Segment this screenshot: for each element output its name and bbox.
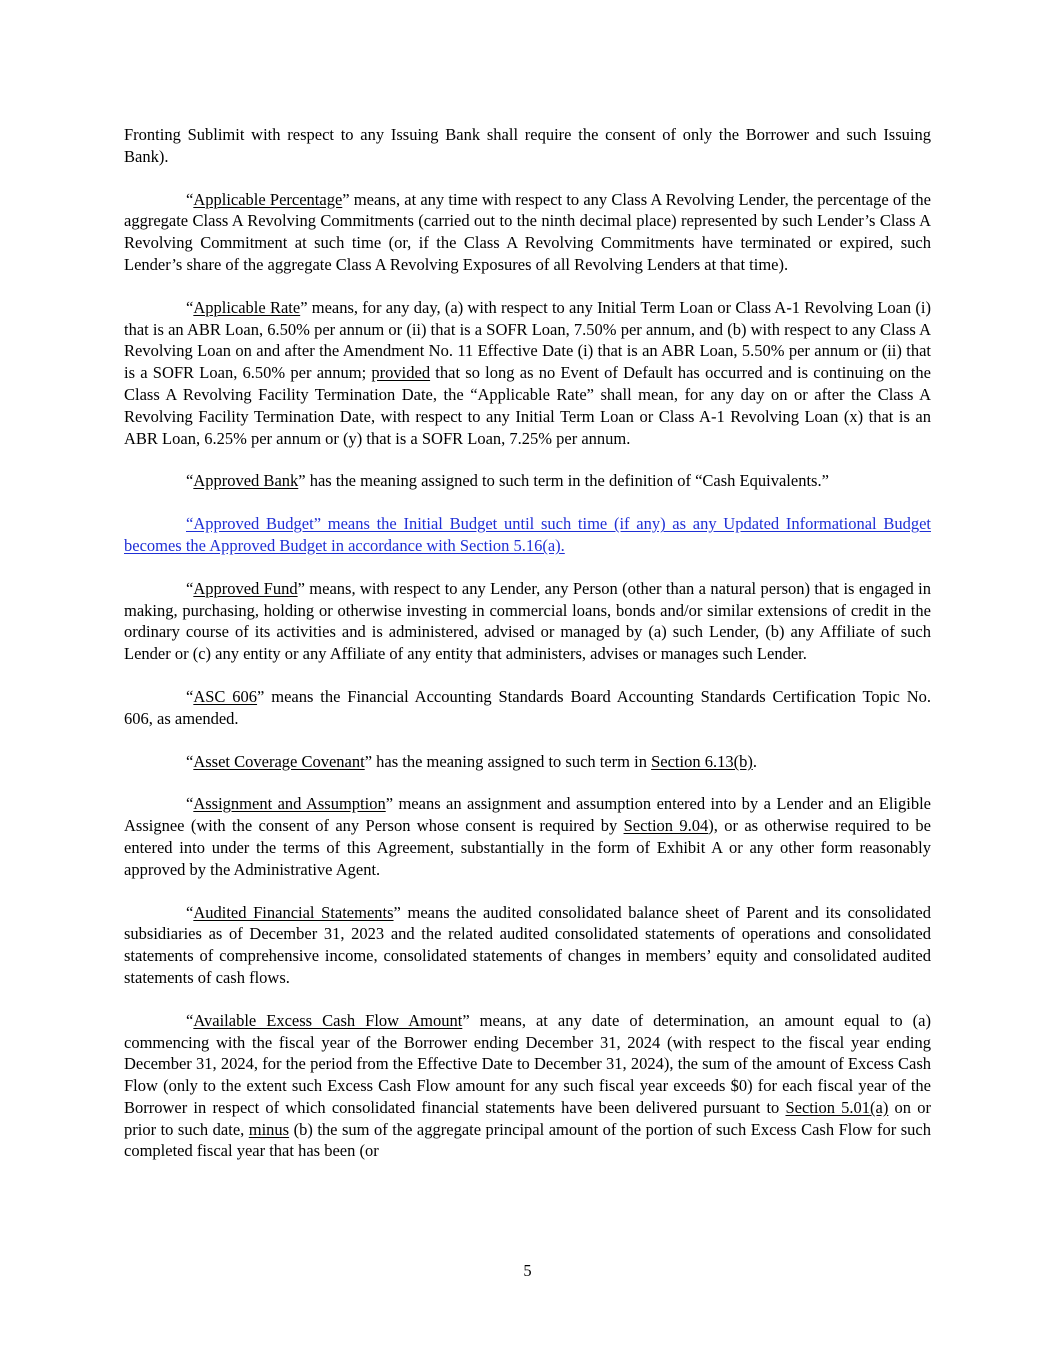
definition-approved-fund: “Approved Fund” means, with respect to any Lender, any Person (other than a natural person) that is engaged in making, purchasing, holding or otherwise investing in commercial loans, bonds and/or similar extensions of credit in the ordinary course of its activities and is administered, advised or managed by (a) such Lender, (b) any Affiliate of such Lender or (c) any entity or any Affiliate of any entity that administers, advises or manages such Lender. <box>124 578 931 664</box>
defined-term: Available Excess Cash Flow Amount <box>193 1010 463 1030</box>
definition-asc-606: “ASC 606” means the Financial Accounting Standards Board Accounting Standards Certification Topic No. 606, as amended. <box>124 686 931 728</box>
definition-asset-coverage-covenant: “Asset Coverage Covenant” has the meaning assigned to such term in Section 6.13(b). <box>186 751 757 771</box>
section-reference: Section 5.01(a) <box>785 1097 889 1117</box>
definition-applicable-percentage: “Applicable Percentage” means, at any time with respect to any Class A Revolving Lender, the percentage of the aggregate Class A Revolving Commitments (carried out to the ninth decimal place) represented by such Lender’s Class A Revolving Commitment at such time (or, if the Class A Revolving Commitments have terminated or expired, such Lender’s share of the aggregate Class A Revolving Exposures of all Revolving Lenders at that time). <box>124 189 931 274</box>
minus-keyword: minus <box>248 1119 290 1139</box>
section-reference: Section 6.13(b) <box>651 751 753 771</box>
definition-audited-financial-statements: “Audited Financial Statements” means the audited consolidated balance sheet of Parent and its consolidated subsidiaries as of December 31, 2023 and the related audited consolidated statements of operations and consolidated statements of comprehensive income, consolidated statements of changes in members’ equity and consolidated audited statements of cash flows. <box>124 902 931 987</box>
defined-term: Asset Coverage Covenant <box>193 751 365 771</box>
inserted-text: “Approved Budget” means the Initial Budget until such time (if any) as any Updated Informational Budget becomes the Approved Budget in accordance with Section 5.16(a). <box>124 514 931 555</box>
defined-term: ASC 606 <box>193 686 258 706</box>
paragraph-continuation: Fronting Sublimit with respect to any Issuing Bank shall require the consent of only the Borrower and such Issuing Bank). <box>124 125 931 166</box>
definition-approved-budget-insertion <box>124 513 931 557</box>
definition-assignment-and-assumption: “Assignment and Assumption” means an assignment and assumption entered into by a Lender and an Eligible Assignee (with the consent of any Person whose consent is required by Section 9.04), or as otherwise required to be entered into under the terms of this Agreement, substantially in the form of Exhibit A or any other form reasonably approved by the Administrative Agent. <box>124 794 931 879</box>
section-reference: Section 9.04 <box>623 816 709 836</box>
definition-applicable-rate: “Applicable Rate” means, for any day, (a) with respect to any Initial Term Loan or Class A-1 Revolving Loan (i) that is an ABR Loan, 6.50% per annum or (ii) that is a SOFR Loan, 7.50% per annum, and (b) with respect to any Class A Revolving Loan on and after the Amendment No. 11 Effective Date (i) that is an ABR Loan, 5.50% per annum or (ii) that is a SOFR Loan, 6.50% per annum; provided that so long as no Event of Default has occurred and is continuing on the Class A Revolving Facility Termination Date, the “Applicable Rate” shall mean, for any day on or after the Class A Revolving Facility Termination Date, with respect to any Initial Term Loan or Class A-1 Revolving Loan (x) that is an ABR Loan, 6.25% per annum or (y) that is a SOFR Loan, 7.25% per annum. <box>124 297 931 448</box>
defined-term: Approved Fund <box>193 578 298 598</box>
definition-approved-bank: “Approved Bank” has the meaning assigned to such term in the definition of “Cash Equivalents.” <box>186 471 829 491</box>
defined-term: Applicable Rate <box>193 297 301 317</box>
document-body <box>124 124 931 1183</box>
defined-term: Audited Financial Statements <box>193 902 394 922</box>
page-number: 5 <box>523 1261 532 1280</box>
defined-term: Approved Bank <box>193 471 299 491</box>
defined-term: Assignment and Assumption <box>193 794 386 814</box>
provided-keyword: provided <box>371 363 431 383</box>
definition-available-excess-cash-flow-amount: “Available Excess Cash Flow Amount” means, at any date of determination, an amount equal to (a) commencing with the fiscal year of the Borrower ending December 31, 2024 (with respect to the fiscal year ending December 31, 2024, for the period from the Effective Date to December 31, 2024), the sum of the amount of Excess Cash Flow (only to the extent such Excess Cash Flow amount for any such fiscal year exceeds $0) for each fiscal year of the Borrower in respect of which consolidated financial statements have been delivered pursuant to Section 5.01(a) on or prior to such date, minus (b) the sum of the aggregate principal amount of the portion of such Excess Cash Flow for such completed fiscal year that has been (or <box>124 1010 931 1161</box>
defined-term: Applicable Percentage <box>193 189 343 209</box>
